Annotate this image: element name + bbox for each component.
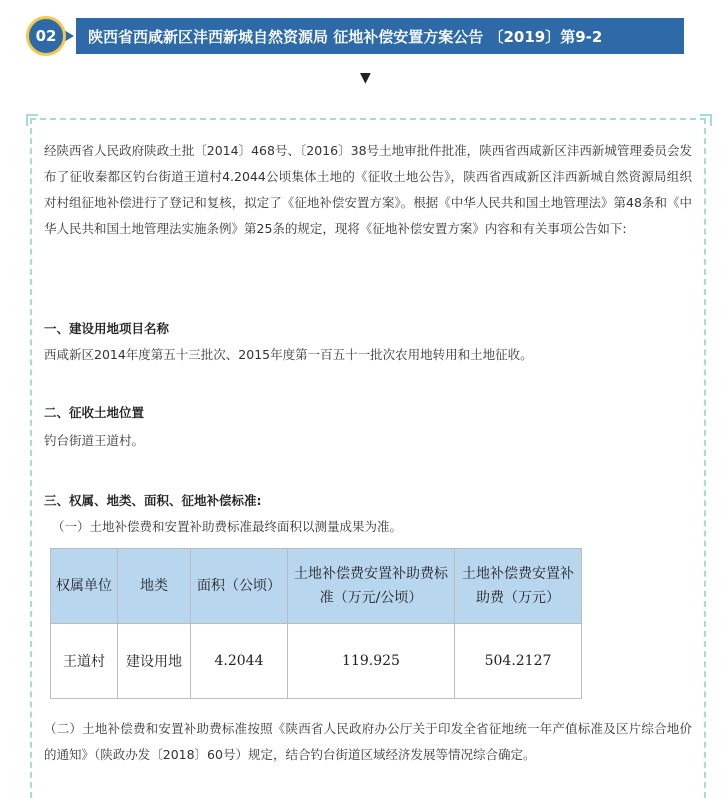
section-header: [26, 14, 666, 58]
table-header-row: [51, 549, 582, 624]
section-3-title: 三、权属、地类、面积、征地补偿标准:: [44, 493, 262, 508]
section-title: 陕西省西咸新区沣西新城自然资源局 征地补偿安置方案公告 〔2019〕第9-2: [76, 18, 684, 54]
compensation-table: [50, 548, 582, 699]
section-number-badge: 02: [26, 16, 66, 56]
cell-land-type: 建设用地: [118, 624, 191, 699]
col-header-area: 面积（公顷）: [191, 549, 288, 624]
footer-paragraph: （二）土地补偿费和安置补助费标准按照《陕西省人民政府办公厅关于印发全省征地统一年产值标准及区片综合地价的通知》（陕政办发〔2018〕60号）规定，结合钓台街道区域经济发展等情况综合确定。: [44, 721, 692, 762]
cell-owner: 王道村: [51, 624, 118, 699]
col-header-land-type: 地类: [118, 549, 191, 624]
col-header-owner: 权属单位: [51, 549, 118, 624]
section-3-body: （一）土地补偿费和安置补助费标准最终面积以测量成果为准。: [52, 519, 403, 534]
section-1-title: 一、建设用地项目名称: [44, 321, 170, 336]
cell-amount: 504.2127: [455, 624, 582, 699]
section-2-title: 二、征收土地位置: [44, 405, 145, 420]
table-row: [51, 624, 582, 699]
down-arrow-icon: ▼: [360, 70, 371, 86]
col-header-standard: 土地补偿费安置补助费标准（万元/公顷）: [288, 549, 455, 624]
cell-standard: 119.925: [288, 624, 455, 699]
section-1-body: 西咸新区2014年度第五十三批次、2015年度第一百五十一批次农用地转用和土地征收。: [44, 347, 533, 362]
col-header-amount: 土地补偿费安置补助费（万元）: [455, 549, 582, 624]
cell-area: 4.2044: [191, 624, 288, 699]
intro-paragraph: 经陕西省人民政府陕政土批〔2014〕468号、〔2016〕38号土地审批件批准，陕西省西咸新区沣西新城管理委员会发布了征收秦都区钓台街道王道村4.2044公顷集体土地的《征收土地公告》，陕西省西咸新区沣西新城自然资源局组织对村组征地补偿进行了登记和复核，拟定了《征地补偿安置方案》。根据《中华人民共和国土地管理法》第48条和《中华人民共和国土地管理法实施条例》第25条的规定，现将《征地补偿安置方案》内容和有关事项公告如下:: [44, 143, 692, 236]
section-2-body: 钓台街道王道村。: [44, 433, 145, 448]
